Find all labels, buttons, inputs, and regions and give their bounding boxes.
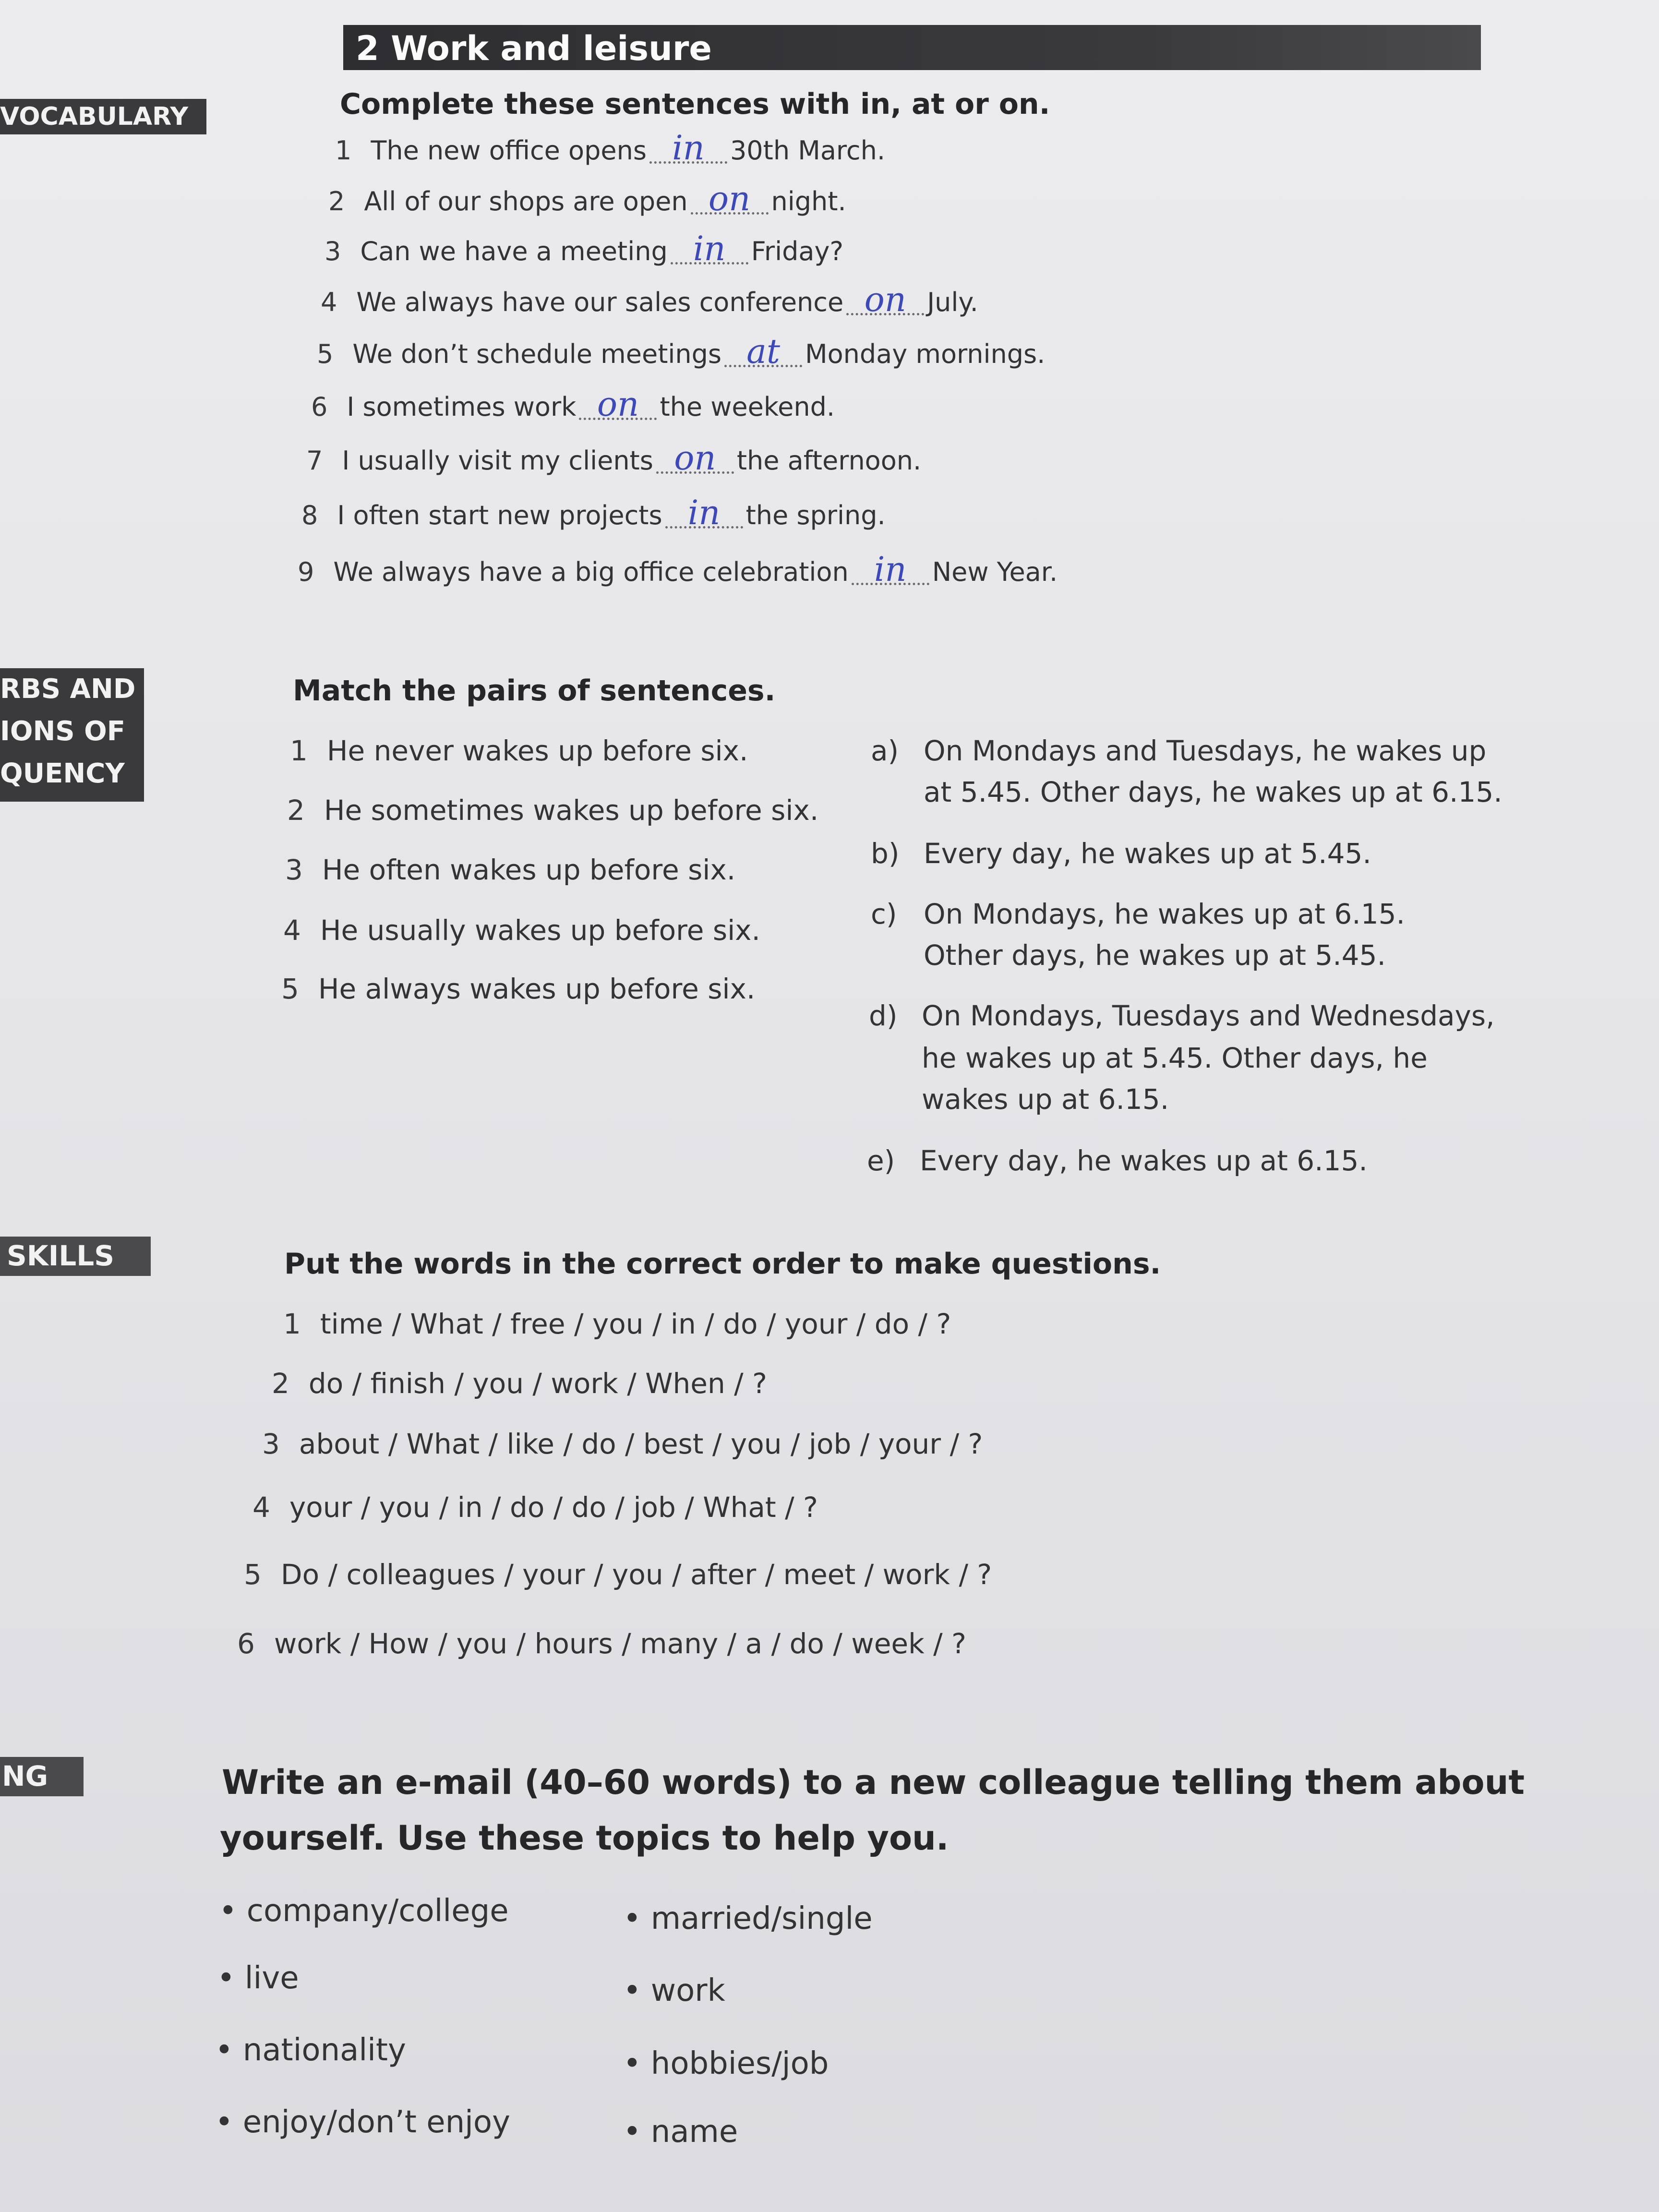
item-number: 4 [252,1491,270,1524]
sentence-start: Can we have a meeting [360,236,668,266]
option-letter: a) [871,734,899,767]
sentence-start: All of our shops are open [364,186,688,216]
option-line-1: On Mondays and Tuesdays, he wakes up [924,734,1487,767]
item-number: 9 [298,557,314,587]
ex2-instruction: Match the pairs of sentences. [293,674,776,708]
ex1-item [321,280,978,319]
item-number: 8 [301,500,318,530]
ex3-item [244,1558,992,1591]
ex2-right-continuation: wakes up at 6.15. [922,1083,1169,1116]
item-number: 2 [328,186,345,216]
ex2-left-item [281,973,755,1005]
sentence-end: New Year. [932,557,1058,587]
topic-bullet: • work [623,1973,725,2008]
sentence-end: the spring. [745,500,886,530]
item-number: 4 [283,914,301,947]
topic-bullet: • married/single [623,1901,873,1936]
ex1-item [301,493,886,532]
sentence-end: July. [927,287,978,317]
answer-blank[interactable]: in [852,556,929,585]
sentence-start: I sometimes work [347,392,577,422]
topic-bullet: • company/college [219,1893,509,1929]
word-list: Do / colleagues / your / you / after / meet / work / ? [280,1558,992,1591]
sentence-text: He always wakes up before six. [318,973,756,1005]
item-number: 4 [321,287,337,317]
topic-bullet: • enjoy/don’t enjoy [215,2104,510,2140]
unit-title: 2 Work and leisure [356,29,712,68]
topic-bullet: • name [623,2114,738,2150]
word-list: do / finish / you / work / When / ? [308,1367,767,1400]
item-number: 6 [237,1627,255,1660]
option-letter: b) [871,837,900,870]
answer-blank[interactable]: on [656,445,734,474]
ex2-right-item [867,1144,1368,1177]
answer-blank[interactable]: in [671,235,748,264]
item-number: 2 [272,1367,289,1400]
ex2-right-item [871,837,1371,870]
item-number: 1 [290,734,308,767]
ex3-item [262,1428,983,1460]
item-number: 5 [244,1558,262,1591]
item-number: 5 [281,973,299,1005]
ex1-item [317,332,1046,371]
sentence-end: the weekend. [660,392,835,422]
topic-bullet: • live [217,1960,299,1996]
ex2-left-item [287,794,818,827]
answer-blank[interactable]: on [579,391,657,420]
item-number: 1 [335,135,352,166]
sentence-text: He often wakes up before six. [322,854,736,886]
ex2-right-continuation: at 5.45. Other days, he wakes up at 6.15. [924,776,1503,808]
ex1-item [335,128,886,168]
sentence-text: He sometimes wakes up before six. [324,794,819,827]
answer-blank[interactable]: on [846,286,924,315]
ex2-left-item [285,854,735,886]
option-line-1: Every day, he wakes up at 6.15. [920,1144,1368,1177]
word-list: your / you / in / do / do / job / What / ? [289,1491,818,1524]
sentence-start: We don’t schedule meetings [352,339,722,369]
sentence-end: 30th March. [730,135,886,166]
unit-title-banner [343,25,1481,70]
sentence-start: I often start new projects [337,500,662,530]
answer-blank[interactable]: at [724,338,802,367]
ex1-item [311,385,835,424]
item-number: 6 [311,392,328,422]
section-tag-adverbs-line-1: RBS AND [0,673,136,705]
section-tag-adverbs [0,668,144,802]
ex1-item [325,229,844,268]
ex1-instruction: Complete these sentences with in, at or on. [340,87,1050,121]
ex2-right-item [871,734,1486,767]
item-number: 2 [287,794,305,827]
answer-blank[interactable]: in [649,134,727,164]
sentence-end: Friday? [751,236,844,266]
ex3-item [252,1491,818,1524]
answer-blank[interactable]: in [665,499,743,529]
ex2-left-item [283,914,760,947]
ex4-instruction-line-1: Write an e-mail (40–60 words) to a new colleague telling them about [222,1763,1525,1802]
ex3-item [237,1627,966,1660]
option-letter: e) [867,1144,895,1177]
sentence-text: He never wakes up before six. [326,734,748,767]
option-letter: d) [869,999,898,1032]
sentence-end: night. [771,186,846,216]
ex2-right-continuation: Other days, he wakes up at 5.45. [924,939,1386,972]
option-line-1: On Mondays, he wakes up at 6.15. [924,898,1405,930]
item-number: 5 [317,339,334,369]
item-number: 1 [283,1308,301,1340]
ex4-instruction-line-2: yourself. Use these topics to help you. [220,1818,949,1858]
ex2-right-item [869,999,1495,1032]
answer-blank[interactable]: on [691,185,769,215]
section-tag-vocabulary: VOCABULARY [0,99,206,134]
option-line-1: Every day, he wakes up at 5.45. [924,837,1371,870]
ex3-instruction: Put the words in the correct order to make questions. [284,1247,1161,1281]
option-line-1: On Mondays, Tuesdays and Wednesdays, [922,999,1495,1032]
item-number: 3 [285,854,303,886]
ex2-left-item [290,734,748,767]
ex1-item [306,438,922,478]
section-tag-writing: NG [0,1757,84,1796]
sentence-end: the afternoon. [736,445,922,476]
ex2-right-item [871,898,1405,930]
section-tag-adverbs-line-3: QUENCY [0,758,125,789]
ex1-item [298,550,1058,589]
word-list: time / What / free / you / in / do / your / do / ? [320,1308,951,1340]
section-tag-adverbs-line-2: IONS OF [0,716,125,747]
item-number: 3 [262,1428,280,1460]
ex2-right-continuation: he wakes up at 5.45. Other days, he [922,1042,1428,1074]
item-number: 7 [306,445,323,476]
sentence-end: Monday mornings. [805,339,1046,369]
topic-bullet: • hobbies/job [623,2046,829,2081]
ex3-item [283,1308,951,1340]
section-tag-skills: SKILLS [0,1237,151,1276]
word-list: about / What / like / do / best / you / job / your / ? [299,1428,983,1460]
sentence-start: We always have a big office celebration [333,557,849,587]
sentence-start: We always have our sales conference [356,287,844,317]
sentence-start: I usually visit my clients [342,445,653,476]
topic-bullet: • nationality [215,2032,406,2068]
ex1-item [328,179,846,218]
sentence-text: He usually wakes up before six. [320,914,760,947]
option-letter: c) [871,898,897,930]
word-list: work / How / you / hours / many / a / do / week / ? [274,1627,966,1660]
ex3-item [272,1367,767,1400]
item-number: 3 [325,236,341,266]
sentence-start: The new office opens [371,135,647,166]
